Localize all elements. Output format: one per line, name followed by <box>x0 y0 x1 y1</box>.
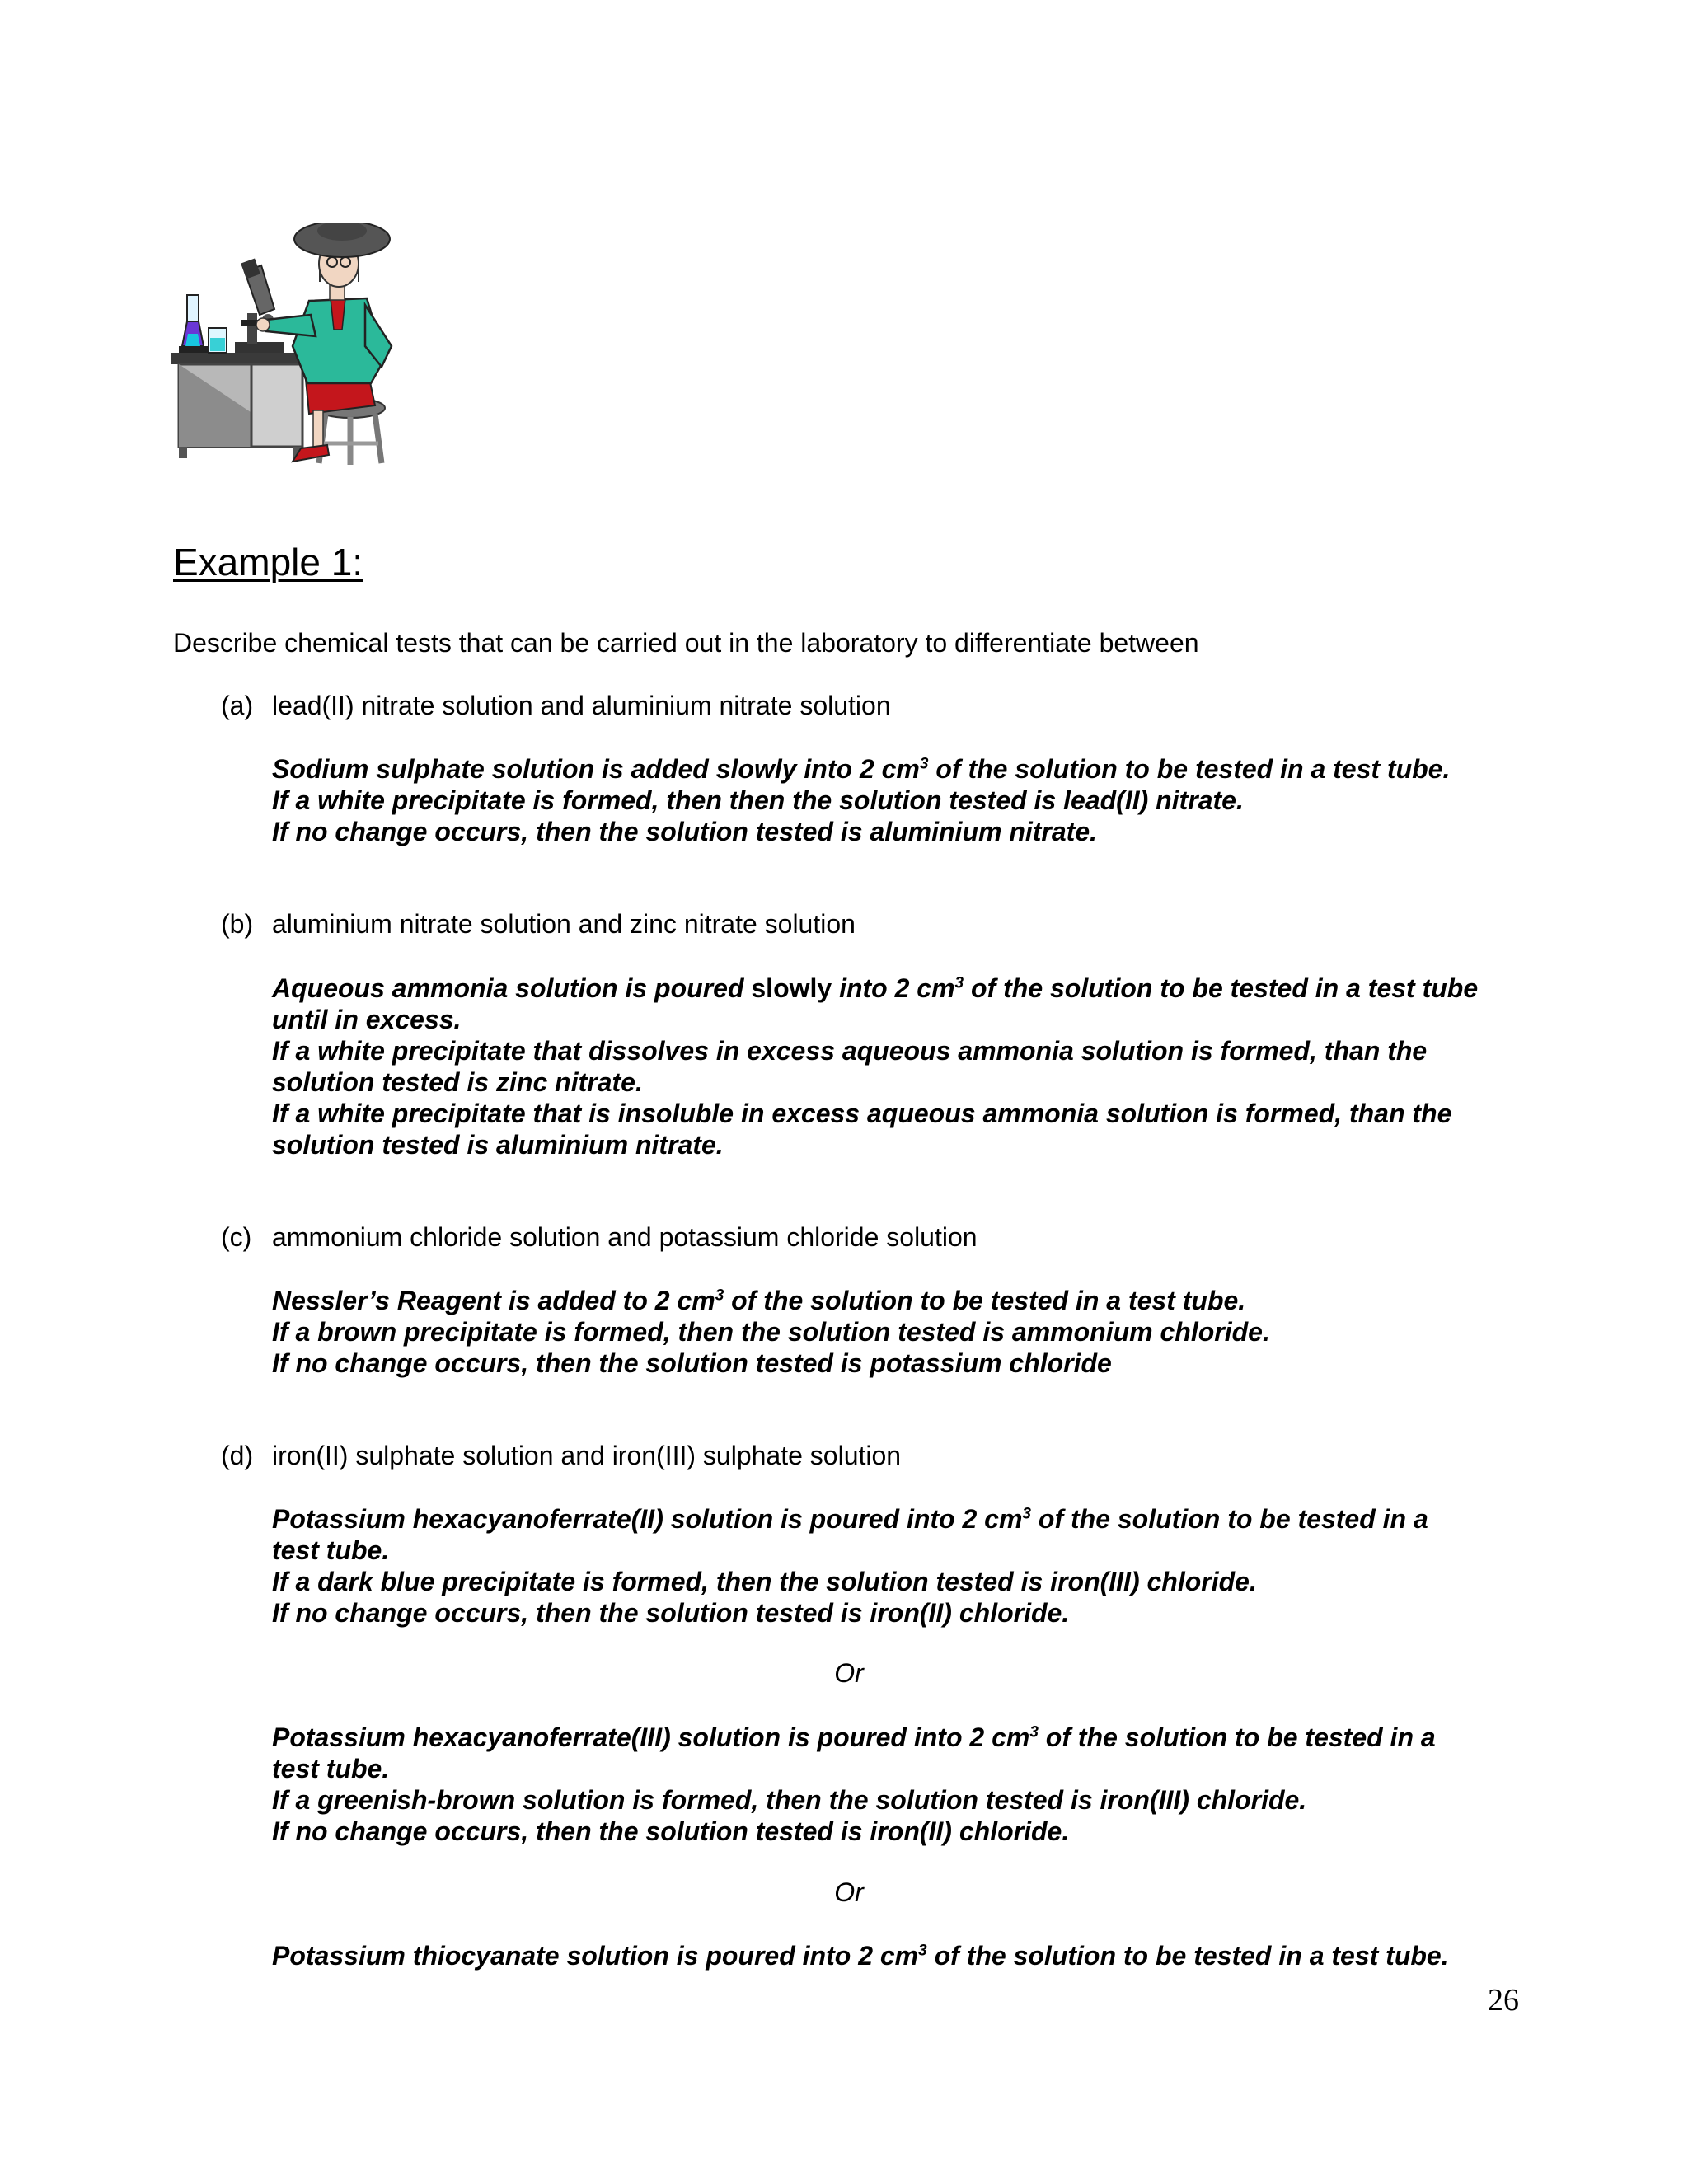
answer-b <box>272 972 1541 1160</box>
answer-line: Potassium hexacyanoferrate(II) solution is poured into 2 cm <box>272 1504 1023 1534</box>
answer-line: solution tested is zinc nitrate. <box>272 1067 643 1097</box>
answer-line: If a white precipitate is formed, then then the solution tested is lead(II) nitrate. <box>272 785 1244 815</box>
answer-line: If no change occurs, then the solution tested is iron(II) chloride. <box>272 1598 1070 1628</box>
superscript: 3 <box>954 974 964 992</box>
answer-line: If no change occurs, then the solution tested is aluminium nitrate. <box>272 817 1098 846</box>
answer-line: If a white precipitate that dissolves in excess aqueous ammonia solution is formed, than the <box>272 1036 1428 1066</box>
superscript: 3 <box>918 1942 927 1960</box>
question-text: iron(II) sulphate solution and iron(III) sulphate solution <box>272 1441 902 1470</box>
answer-line: Sodium sulphate solution is added slowly into 2 cm <box>272 754 920 784</box>
page-number: 26 <box>1488 1983 1519 2018</box>
answer-line: test tube. <box>272 1535 390 1565</box>
question-text: ammonium chloride solution and potassium chloride solution <box>272 1222 978 1252</box>
answer-c <box>272 1285 1541 1379</box>
answer-d-2 <box>272 1722 1541 1847</box>
answer-d-3 <box>272 1940 1541 1971</box>
question-b <box>221 909 856 940</box>
or-separator: Or <box>834 1877 864 1907</box>
superscript: 3 <box>919 755 929 773</box>
answer-line: Potassium hexacyanoferrate(III) solution is poured into 2 cm <box>272 1722 1030 1752</box>
answer-line: If a white precipitate that is insoluble in excess aqueous ammonia solution is formed, than the <box>272 1099 1452 1128</box>
answer-line: of the solution to be tested in a test tube. <box>926 1941 1449 1971</box>
superscript: 3 <box>715 1286 724 1305</box>
scientist-clipart <box>169 223 433 470</box>
answer-line: until in excess. <box>272 1005 462 1034</box>
question-label: (d) <box>221 1441 254 1470</box>
question-d <box>221 1441 901 1471</box>
question-text: aluminium nitrate solution and zinc nitrate solution <box>272 909 856 939</box>
intro-text: Describe chemical tests that can be carried out in the laboratory to differentiate between <box>173 628 1199 658</box>
question-label: (a) <box>221 691 254 720</box>
or-separator: Or <box>834 1658 864 1688</box>
answer-line: Potassium thiocyanate solution is poured into 2 cm <box>272 1941 919 1971</box>
answer-line: If a dark blue precipitate is formed, then the solution tested is iron(III) chloride. <box>272 1567 1257 1596</box>
example-title: Example 1: <box>173 541 363 583</box>
answer-line: of the solution to be tested in a <box>1038 1722 1436 1752</box>
answer-line: If no change occurs, then the solution tested is iron(II) chloride. <box>272 1816 1070 1846</box>
question-label: (b) <box>221 909 254 939</box>
answer-line: of the solution to be tested in a test tube. <box>724 1286 1246 1315</box>
answer-line: test tube. <box>272 1754 390 1783</box>
answer-d-1 <box>272 1503 1541 1629</box>
superscript: 3 <box>1029 1723 1039 1741</box>
answer-line: If no change occurs, then the solution tested is potassium chloride <box>272 1348 1112 1378</box>
answer-line: of the solution to be tested in a <box>1031 1504 1428 1534</box>
superscript: 3 <box>1022 1505 1031 1523</box>
answer-line: Nessler’s Reagent is added to 2 cm <box>272 1286 715 1315</box>
answer-line: If a brown precipitate is formed, then the solution tested is ammonium chloride. <box>272 1317 1270 1347</box>
question-c <box>221 1222 978 1253</box>
answer-line: Aqueous ammonia solution is poured <box>272 973 752 1003</box>
question-label: (c) <box>221 1222 252 1252</box>
answer-line: of the solution to be tested in a test tube <box>964 973 1479 1003</box>
question-a <box>221 691 891 721</box>
answer-line: If a greenish-brown solution is formed, then the solution tested is iron(III) chloride. <box>272 1785 1307 1815</box>
answer-line: of the solution to be tested in a test tube. <box>928 754 1451 784</box>
answer-line: into 2 cm <box>832 973 955 1003</box>
answer-a <box>272 753 1541 847</box>
answer-emphasis: slowly <box>751 973 832 1003</box>
question-text: lead(II) nitrate solution and aluminium nitrate solution <box>272 691 891 720</box>
answer-line: solution tested is aluminium nitrate. <box>272 1130 724 1160</box>
